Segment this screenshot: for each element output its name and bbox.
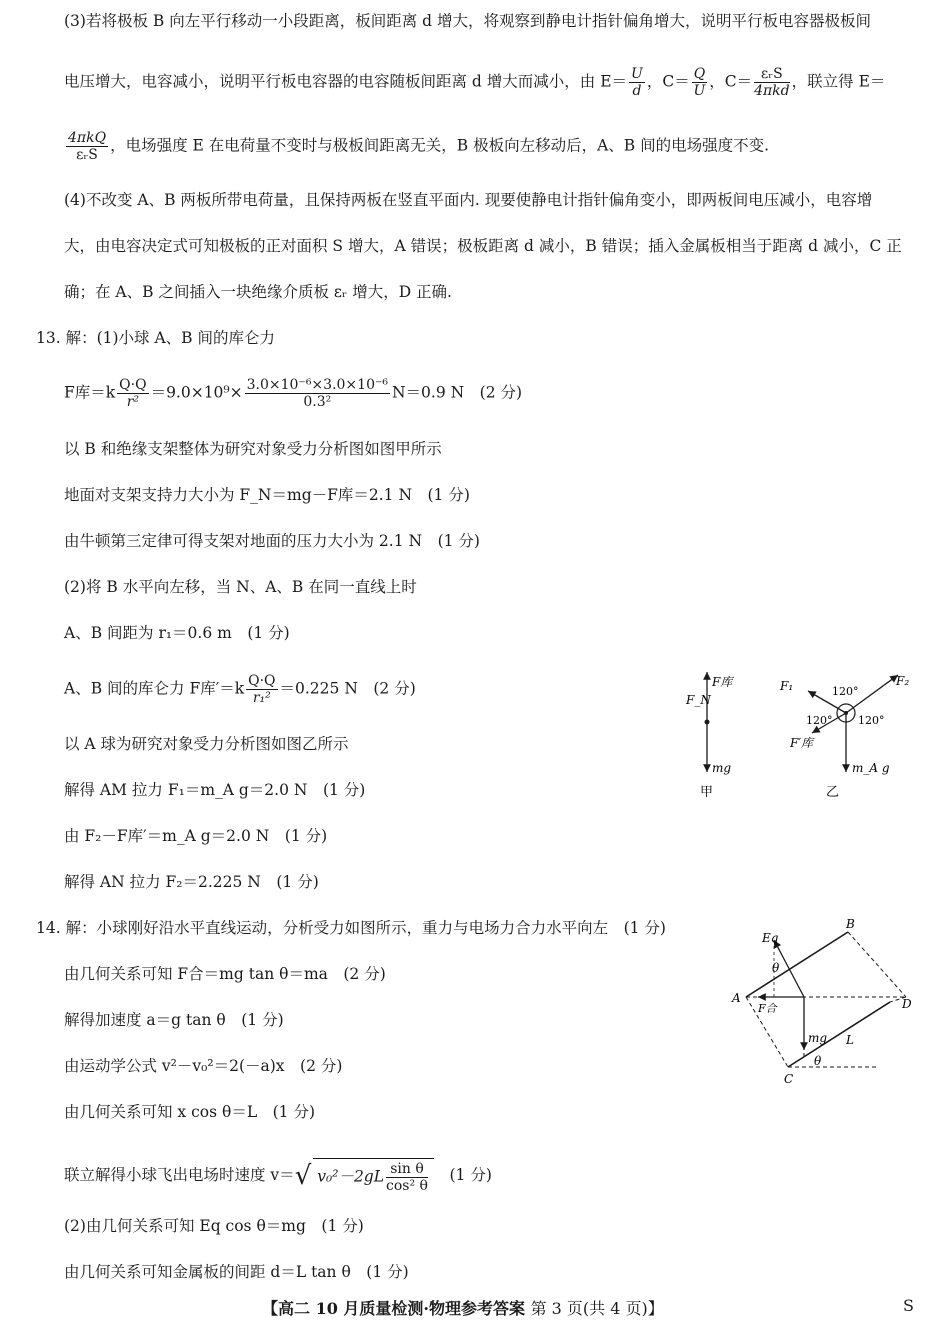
q14-capacitor-diagram bbox=[728, 912, 928, 1086]
label-C: C bbox=[784, 1072, 794, 1086]
part3-line2-text-d: ，联立得 E＝ bbox=[791, 72, 886, 91]
figure-jia bbox=[685, 672, 734, 800]
figure-yi bbox=[779, 674, 909, 800]
jia-label-mg: mg bbox=[712, 761, 732, 775]
q13-coulomb-formula: F库＝k $\frac{Q\cdot Q}{\text{r²}}$ ＝9.0×10⁹× $\frac{\text{3.0×10⁻⁶×3.0×10⁻⁶}}{\text{0.3²}}$ N＝0.9 N (2 分) bbox=[64, 377, 523, 411]
footer-page-number: 第 3 页(共 4 页)】 bbox=[530, 1299, 664, 1318]
yi-label-f2: F₂ bbox=[896, 674, 910, 688]
label-theta-top: θ bbox=[772, 961, 780, 975]
part3-line3-text: ，电场强度 E 在电荷量不变时与极板间距离无关，B 极板向左移动后，A、B 间的电场强度不变. bbox=[110, 136, 770, 155]
fraction-sin-over-cos2: $\frac{\text{sin θ}}{\text{cos² θ}}$ bbox=[386, 1161, 428, 1195]
part3-line2-text-a: 电压增大，电容减小，说明平行板电容器的电容随板间距离 d 增大而减小，由 E＝ bbox=[64, 72, 628, 91]
yi-label-fku: F′库 bbox=[790, 736, 814, 750]
footer-corner-mark: S bbox=[903, 1296, 914, 1315]
yi-label-mag: m_A g bbox=[852, 761, 890, 775]
fraction-4pikQ-over-erS: $\frac{\text{4πkQ}}{\text{εᵣS}}$ bbox=[68, 130, 107, 164]
label-A: A bbox=[732, 991, 741, 1005]
label-mg: mg bbox=[808, 1031, 828, 1045]
q13-line3: 以 B 和绝缘支架整体为研究对象受力分析图如图甲所示 bbox=[64, 440, 442, 458]
sqrt-symbol: √ bbox=[294, 1161, 312, 1192]
label-D: D bbox=[902, 997, 912, 1011]
q14-line5: 由几何关系可知 x cos θ＝L (1 分) bbox=[64, 1103, 315, 1121]
fraction-erS-over-4pikd: $\frac{\text{εᵣS}}{\text{4πkd}}$ bbox=[754, 66, 790, 100]
q14-line3: 解得加速度 a＝g tan θ (1 分) bbox=[64, 1011, 284, 1029]
part3-line3 bbox=[64, 130, 769, 163]
part4-line2: 大，由电容决定式可知极板的正对面积 S 增大，A 错误；极板距离 d 减小，B 错误；插入金属板相当于距离 d 减小，C 正 bbox=[64, 237, 902, 255]
yi-caption: 乙 bbox=[826, 785, 840, 800]
q13-line6: (2)将 B 水平向左移，当 N、A、B 在同一直线上时 bbox=[64, 578, 417, 596]
q13-line9: 以 A 球为研究对象受力分析图如图乙所示 bbox=[64, 735, 349, 753]
part4-line3: 确；在 A、B 之间插入一块绝缘介质板 εᵣ 增大，D 正确. bbox=[64, 283, 452, 301]
part3-line2-text-b: ，C＝ bbox=[646, 72, 690, 91]
q14-line2: 由几何关系可知 F合＝mg tan θ＝ma (2 分) bbox=[64, 965, 386, 983]
jia-point bbox=[705, 720, 710, 725]
q13-heading: 13. 解：(1)小球 A、B 间的库仑力 bbox=[36, 329, 275, 347]
label-L: L bbox=[846, 1033, 854, 1047]
label-B: B bbox=[846, 917, 855, 931]
fraction-Q-over-U: $\frac{Q}{U}$ bbox=[693, 66, 706, 100]
q14-line4: 由运动学公式 v²－v₀²＝2(－a)x (2 分) bbox=[64, 1057, 343, 1075]
yi-angle-right: 120° bbox=[858, 714, 885, 727]
q14-line8: 由几何关系可知金属板的间距 d＝L tan θ (1 分) bbox=[64, 1263, 409, 1281]
jia-label-fku: F库 bbox=[712, 675, 733, 689]
part3-line2-text-c: ，C＝ bbox=[709, 72, 753, 91]
yi-angle-left: 120° bbox=[806, 714, 833, 727]
page-footer bbox=[262, 1296, 664, 1319]
q14-heading: 14. 解：小球刚好沿水平直线运动，分析受力如图所示，重力与电场力合力水平向左 (1 分) bbox=[36, 919, 666, 937]
q13-line11: 由 F₂－F库′＝m_A g＝2.0 N (1 分) bbox=[64, 827, 328, 845]
yi-label-f1: F₁ bbox=[780, 679, 794, 693]
label-F-he: F合 bbox=[758, 1002, 777, 1015]
label-theta-bottom: θ bbox=[814, 1054, 822, 1068]
part4-line1: (4)不改变 A、B 两板所带电荷量，且保持两板在竖直平面内. 现要使静电计指针偏角变小，即两板间电压减小，电容增 bbox=[64, 191, 873, 209]
fraction-QQ-over-r2: $\frac{Q\cdot Q}{\text{r²}}$ bbox=[119, 377, 147, 411]
plate-CD-edge bbox=[788, 1002, 890, 1067]
yi-angle-top: 120° bbox=[832, 685, 859, 698]
part3-line1: (3)若将极板 B 向左平行移动一小段距离，板间距离 d 增大，将观察到静电计指针偏角增大，说明平行板电容器极板间 bbox=[64, 12, 871, 30]
jia-label-fn: F_N bbox=[686, 693, 711, 707]
label-Eq: Eq bbox=[762, 931, 779, 945]
sqrt-body: v₀²－2gL $\frac{\text{sin θ}}{\text{cos² θ}}$ bbox=[313, 1158, 434, 1194]
q13-line8: A、B 间的库仑力 F库′＝k $\frac{Q\cdot Q}{\text{r₁²}}$ ＝0.225 N (2 分) bbox=[64, 673, 416, 707]
q13-line10: 解得 AM 拉力 F₁＝m_A g＝2.0 N (1 分) bbox=[64, 781, 366, 799]
q13-line7: A、B 间距为 r₁＝0.6 m (1 分) bbox=[64, 624, 290, 642]
q14-line6: 联立解得小球飞出电场时速度 v＝√ v₀²－2gL $\frac{\text{sin θ}}{\text{cos² θ}}$ (1 分) bbox=[64, 1158, 492, 1194]
part3-line2 bbox=[64, 66, 885, 99]
q13-line5: 由牛顿第三定律可得支架对地面的压力大小为 2.1 N (1 分) bbox=[64, 532, 480, 550]
fraction-QQ-over-r1-squared: $\frac{Q\cdot Q}{\text{r₁²}}$ bbox=[248, 673, 276, 707]
q13-force-diagrams bbox=[670, 660, 920, 800]
fraction-charges-over-distance: $\frac{\text{3.0×10⁻⁶×3.0×10⁻⁶}}{\text{0.3²}}$ bbox=[246, 377, 388, 411]
footer-title: 【高二 10 月质量检测·物理参考答案 bbox=[262, 1299, 525, 1318]
jia-caption: 甲 bbox=[700, 785, 714, 800]
q13-line4: 地面对支架支持力大小为 F_N＝mg－F库＝2.1 N (1 分) bbox=[64, 486, 470, 504]
q14-line7: (2)由几何关系可知 Eq cos θ＝mg (1 分) bbox=[64, 1217, 364, 1235]
fraction-U-over-d: $\frac{U}{d}$ bbox=[631, 66, 643, 100]
q13-line12: 解得 AN 拉力 F₂＝2.225 N (1 分) bbox=[64, 873, 319, 891]
